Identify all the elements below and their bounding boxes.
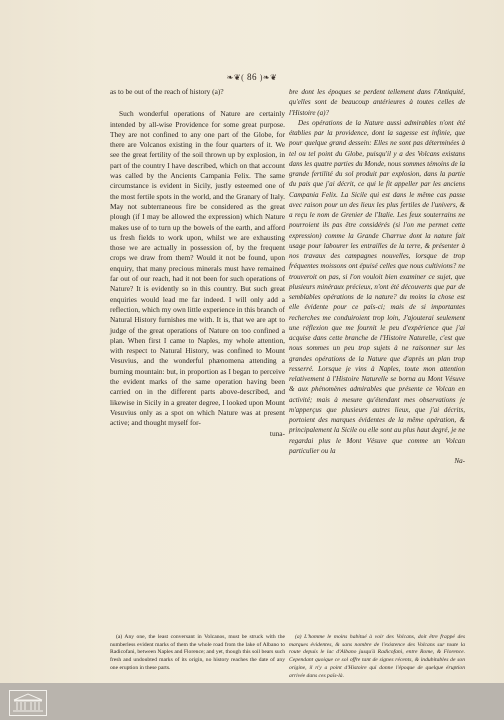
french-footnote-text: (a) L'homme le moins habitué à voir des Volcans, doit être frappé des marques évidentes, & sans nombre de l'existence des Volcans sur toute la route depuis le lac d'Albano jusqu'à Radicofani, entre Rome, & Florence. Cependant quoique ce sol offre tant de signes récents, & indubitables de son origine, il n'y a point d'Histoire qui donne l'époque de quelque éruption arrivée dans ces païs-là. [289,634,465,679]
footer-band [0,683,504,720]
english-catchword: tuna- [269,428,285,438]
english-body: Such wonderful operations of Nature are certainly intended by all-wise Providence for some great purpose. They are not confined to any one part of the Globe, for there are Volcanos existing in the four quarters of it. We see the great fertility of the soil thrown up by explosion, in part of the country I have described, which on that account was called by the Ancients Campania Felix. The same circumstance is evident in Sicily, justly esteemed one of the most fertile spots in the world, and the Granary of Italy. May not subterraneous fire be considered as the great plough (if I may be allowed the expression) which Nature makes use of to turn up the bowels of the earth, and afford us fresh fields to work upon, whilst we are exhausting those we are actually in possession of, by the frequent crops we draw from them? Would it not be found, upon enquiry, that many precious minerals must have remained far out of our reach, had it not been for such operations of Nature? It is evidently so in this country. But such great enquiries would lead me far indeed. I will only add a reflection, which my own little experience in this branch of Natural History furnishes me with. It is, that we are apt to judge of the great operations of Nature on too confined a plan. When first I came to Naples, my whole attention, with respect to Natural History, was confined to Mount Vesuvius, and the wonderful phænomena attending a burning mountain: but, in proportion as I began to perceive the evident marks of the same operation having been carried on in the different parts above-described, and likewise in Sicily in a greater degree, I looked upon Mount Vesuvius only as a spot on which Nature was at present active; and thought myself for- [110,109,285,428]
english-intro-line: as to be out of the reach of history (a)? [110,87,224,96]
ornament-left-icon: ❧❦( [226,73,245,82]
french-footnote [289,634,465,680]
library-building-logo-icon [9,690,47,716]
english-footnote-text: (a) Any one, the least conversant in Volcanos, must be struck with the numberless evident marks of them the whole road from the lake of Albano to Radicofani, between Naples and Florence; and yet, though this soil bears such fresh and undoubted marks of its origin, no history reaches the date of any one eruption in these parts. [110,634,285,671]
french-column [289,87,465,466]
page-number: 86 [247,72,257,82]
french-catchword: Na- [454,457,465,465]
english-footnote [110,634,285,673]
french-intro: bre dont les époques se perdent tellement dans l'Antiquité, qu'elles sont de beaucoup antérieures à toutes celles de l'Histoire (a)? [289,88,465,117]
english-column [110,87,285,439]
page-header [0,72,504,82]
french-body: Des opérations de la Nature aussi admirables n'ont été établies par la providence, dont la sagesse est infinie, que pour quelque grand dessein: Elles ne sont pas déterminées à tel ou tel point du Globe, puisqu'il y a des Volcans existans dans les quatre parties du Monde, nous sommes témoins de la grande fertilité du sol produit par explosion, dans la partie du pais que j'ai décrit, ce qui le fit appeller par les anciens Campania Felix. La Sicile qui est dans le même cas passe avec raison pour un des lieux les plus fertiles de l'univers, & a reçu le nom de Grenier de l'Italie. Les feux souterrains ne pourroient ils pas être considérés (si l'on me permet cette expression) comme la Grande Charrue dont la nature fait usage pour labourer les entrailles de la terre, & présenter à nos travaux des campagnes nouvelles, lorsque de trop fréquentes moissons ont épuisé celles que nous cultivions? ne trouveroit on pas, si l'on vouloit bien examiner ce sujet, que plusieurs minéraux précieux, n'ont été découverts que par de semblables opérations de la nature? du moins la chose est elle évidente pour ce païs-ci; mais de si importantes recherches me conduiroient trop loin, J'ajouterai seulement une réflexion que me fournit le peu d'expérience que j'ai acquise dans cette branche de l'Histoire Naturelle, c'est que nous sommes un peu trop sujets à ne raisonner sur les grandes opérations de la Nature que d'après un plan trop resserré. Lorsque je vins à Naples, toute mon attention relativement à l'Histoire Naturelle se borna au Mont Vésuve & aux phénomènes admirables que présente ce Volcan en activité; mais à mesure qu'étendant mes observations je m'apperçus que plusieurs autres lieux, que j'ai décrits, portoient des marques évidentes de la même opération, & principalement la Sicile ou elle sont au plus haut degré, je ne regardai plus le Mont Vésuve que comme un Volcan particulier ou la [289,118,465,455]
ornament-right-icon: )❧❦ [259,73,278,82]
